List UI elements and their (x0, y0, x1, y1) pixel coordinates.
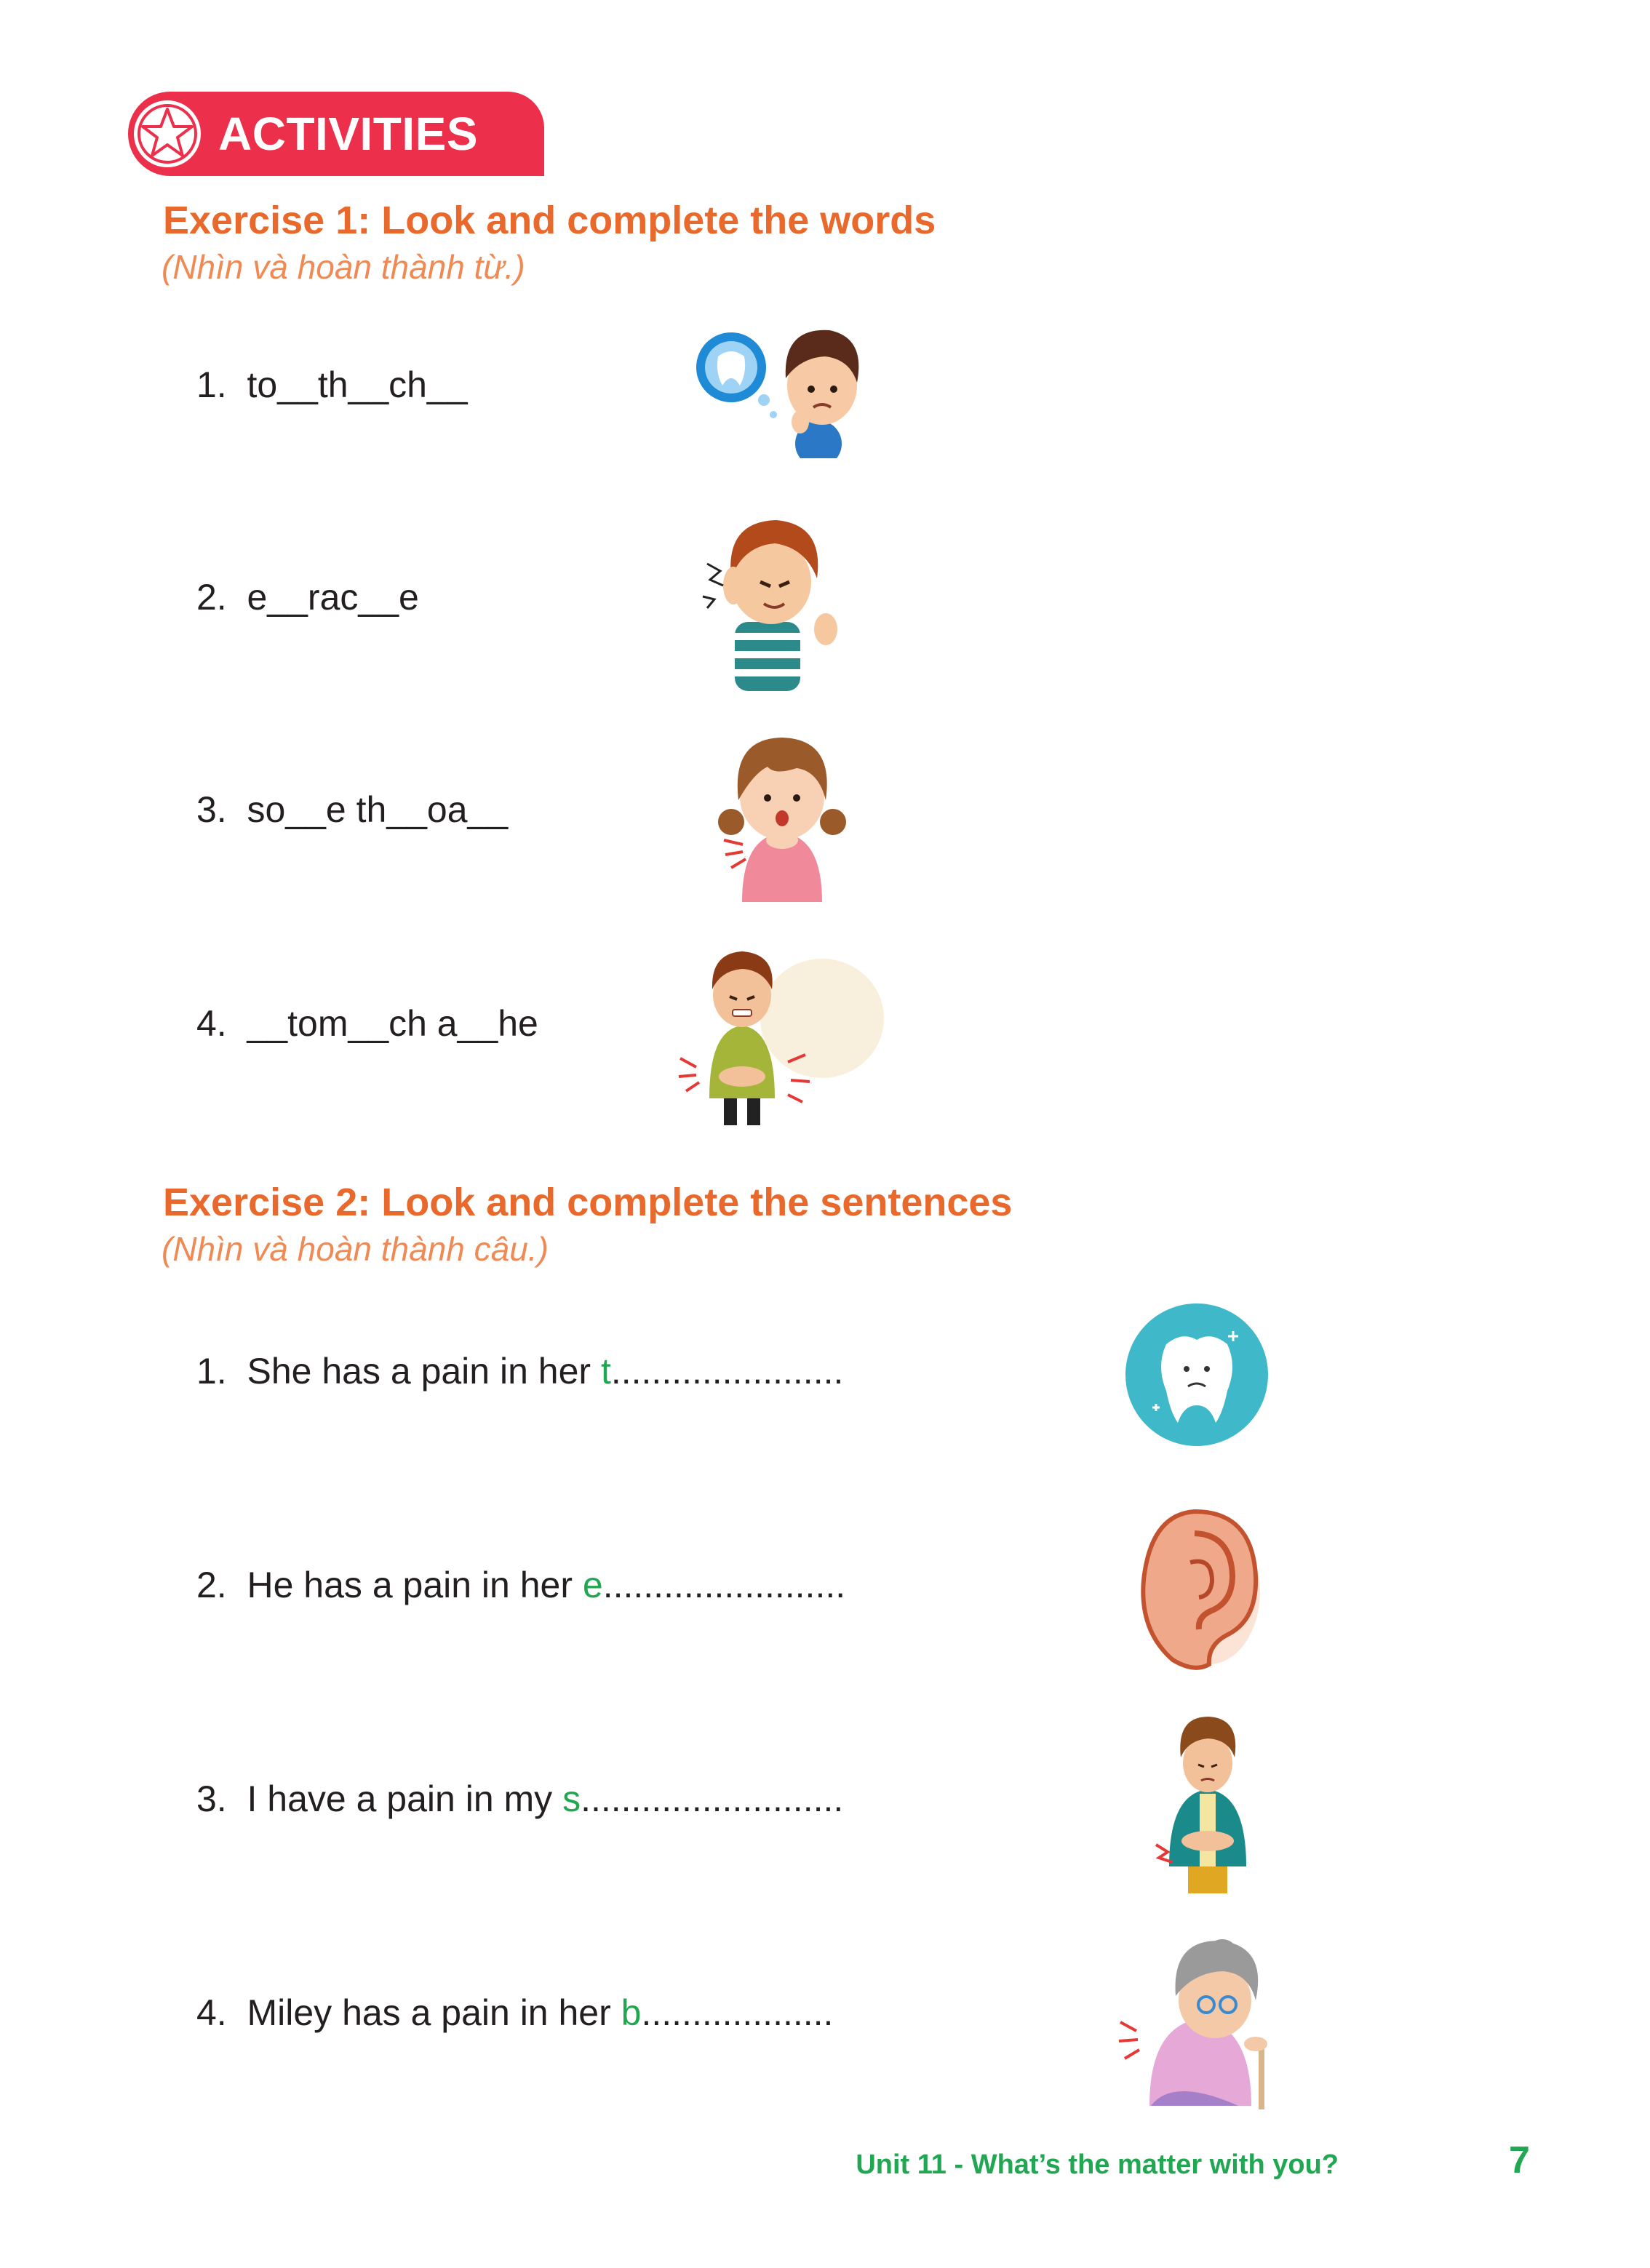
man-stomach-pain-icon (1153, 1714, 1262, 1896)
ex2-item-3-blank: .......................... (581, 1778, 844, 1819)
ex2-item-1-hint: t (600, 1351, 611, 1391)
ex1-item-2-text: e__rac__e (247, 577, 419, 618)
ex1-item-2: 2. e__rac__e (196, 577, 419, 618)
ex2-item-3-hint: s (562, 1778, 581, 1819)
boy-stomachache-icon (666, 946, 891, 1127)
ex1-item-1-text: to__th__ch__ (247, 364, 468, 405)
ex2-item-4-blank: ................... (641, 1992, 834, 2033)
activities-badge (128, 92, 544, 176)
ex2-item-2-blank: ........................ (602, 1565, 846, 1605)
ear-icon (1129, 1504, 1267, 1672)
star-icon (131, 97, 204, 170)
tooth-icon (1124, 1302, 1270, 1448)
boy-toothache-icon (691, 313, 866, 458)
girl-sore-throat-icon (709, 731, 855, 906)
ex2-item-4: 4. Miley has a pain in her b................... (196, 1992, 834, 2033)
ex1-item-4-text: __tom__ch a__he (247, 1003, 538, 1044)
exercise1-title: Exercise 1: Look and complete the words (163, 199, 936, 242)
ex1-item-4: 4. __tom__ch a__he (196, 1003, 538, 1044)
ex1-item-3: 3. so__e th__oa__ (196, 789, 509, 830)
exercise2-title: Exercise 2: Look and complete the sentences (163, 1181, 1013, 1224)
ex2-item-3: 3. I have a pain in my s.......................... (196, 1778, 844, 1819)
exercise2-subtitle: (Nhìn và hoàn thành câu.) (162, 1230, 549, 1268)
ex1-item-1: 1. to__th__ch__ (196, 364, 468, 405)
ex2-item-2: 2. He has a pain in her e........................ (196, 1565, 846, 1605)
grandma-back-pain-icon (1113, 1935, 1280, 2109)
ex2-item-1-blank: ....................... (610, 1351, 844, 1391)
exercise1-subtitle: (Nhìn và hoàn thành từ.) (162, 248, 525, 286)
ex1-item-3-text: so__e th__oa__ (247, 789, 509, 830)
page-number: 7 (1509, 2139, 1530, 2181)
activities-title: ACTIVITIES (218, 108, 479, 160)
footer-unit-title: Unit 11 - What’s the matter with you? (856, 2149, 1339, 2180)
boy-earache-icon (691, 513, 851, 695)
ex2-item-4-hint: b (621, 1992, 642, 2033)
ex2-item-1: 1. She has a pain in her t....................... (196, 1351, 844, 1391)
ex2-item-2-hint: e (582, 1565, 603, 1605)
